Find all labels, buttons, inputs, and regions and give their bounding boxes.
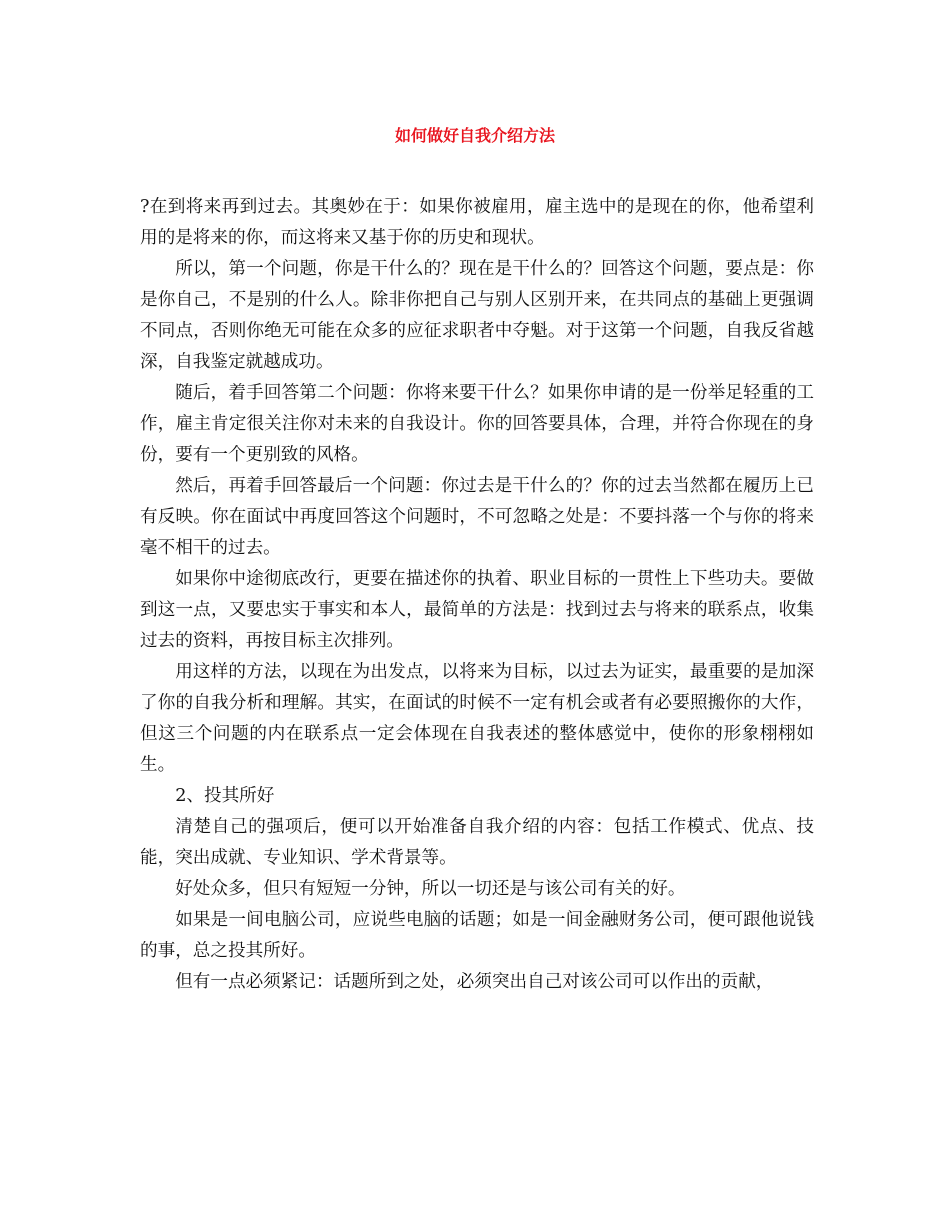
document-title: 如何做好自我介绍方法: [394, 126, 555, 145]
paragraph-9: 如果是一间电脑公司，应说些电脑的话题；如是一间金融财务公司，便可跟他说钱的事，总之投其所好。: [140, 910, 814, 961]
paragraph-5: 如果你中途彻底改行，更要在描述你的执着、职业目标的一贯性上下些功夫。要做到这一点，又要忠实于事实和本人，最简单的方法是：找到过去与将来的联系点，收集过去的资料，再按目标主次排列。: [140, 569, 814, 651]
document-body: [140, 192, 814, 998]
paragraph-3: 随后，着手回答第二个问题：你将来要干什么？如果你申请的是一份举足轻重的工作，雇主肯定很关注你对未来的自我设计。你的回答要具体，合理，并符合你现在的身份，要有一个更别致的风格。: [140, 383, 814, 465]
paragraph-1: ?在到将来再到过去。其奥妙在于：如果你被雇用，雇主选中的是现在的你，他希望利用的是将来的你，而这将来又基于你的历史和现状。: [140, 197, 814, 248]
section-heading-2: 2、投其所好: [175, 786, 275, 806]
paragraph-7: 清楚自己的强项后，便可以开始准备自我介绍的内容：包括工作模式、优点、技能，突出成就、专业知识、学术背景等。: [140, 817, 814, 868]
paragraph-2: 所以，第一个问题，你是干什么的？现在是干什么的？回答这个问题，要点是：你是你自己，不是别的什么人。除非你把自己与别人区别开来，在共同点的基础上更强调不同点，否则你绝无可能在众多的应征求职者中夺魁。对于这第一个问题，自我反省越深，自我鉴定就越成功。: [140, 259, 814, 372]
paragraph-10: 但有一点必须紧记：话题所到之处，必须突出自己对该公司可以作出的贡献，: [175, 972, 774, 992]
paragraph-6: 用这样的方法，以现在为出发点，以将来为目标，以过去为证实，最重要的是加深了你的自我分析和理解。其实，在面试的时候不一定有机会或者有必要照搬你的大作，但这三个问题的内在联系点一定会体现在自我表述的整体感觉中，使你的形象栩栩如生。: [140, 662, 814, 775]
paragraph-8: 好处众多，但只有短短一分钟，所以一切还是与该公司有关的好。: [175, 879, 686, 899]
paragraph-4: 然后，再着手回答最后一个问题：你过去是干什么的？你的过去当然都在履历上已有反映。你在面试中再度回答这个问题时，不可忽略之处是：不要抖落一个与你的将来毫不相干的过去。: [140, 476, 814, 558]
